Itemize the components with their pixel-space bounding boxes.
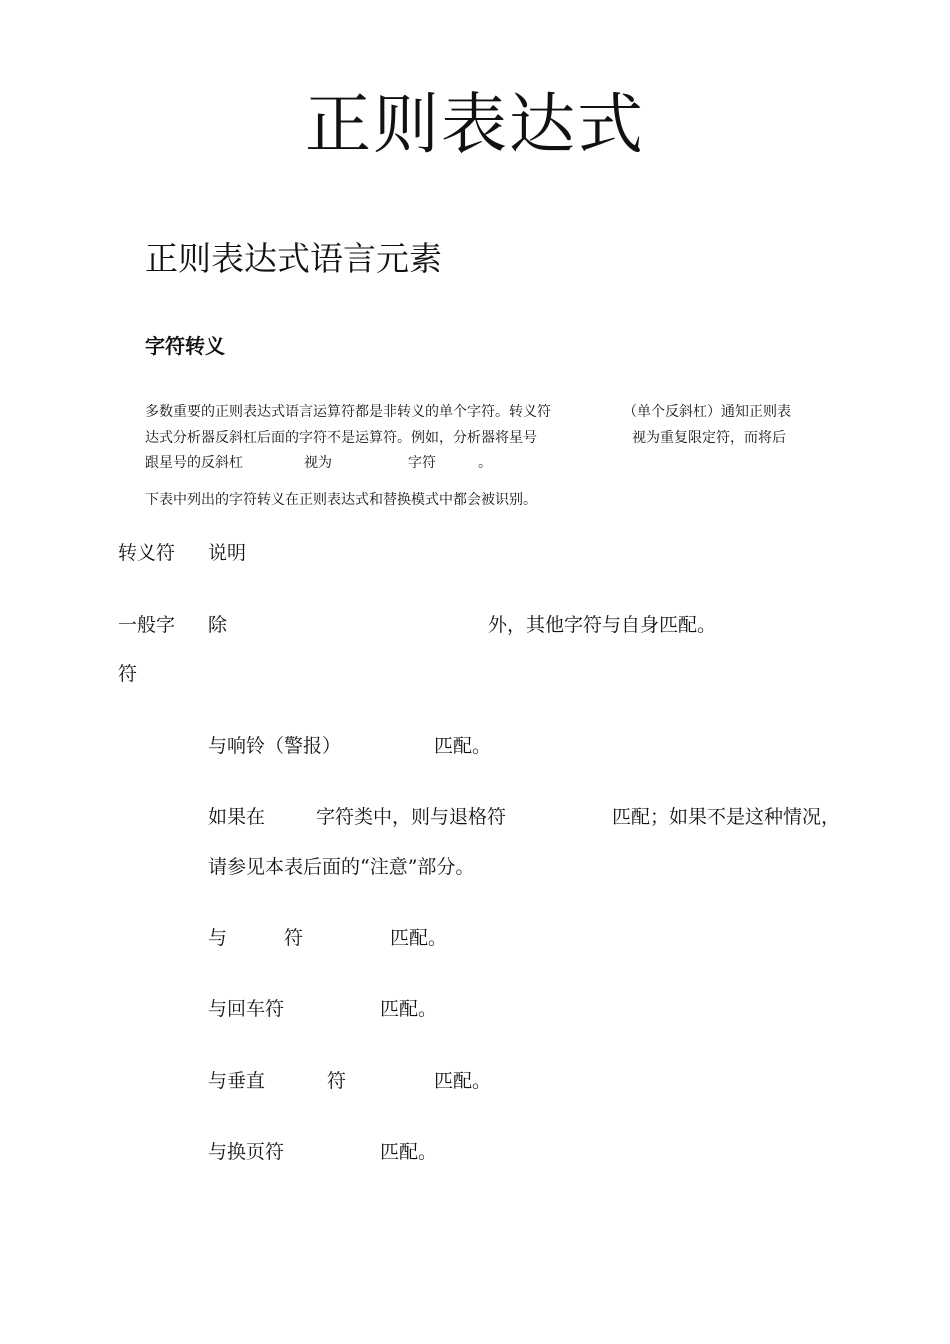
backspace-desc-b: 字符类中，则与退格符: [316, 806, 507, 828]
backspace-desc-a: 如果在: [208, 806, 266, 828]
intro-line-2a: 达式分析器反斜杠后面的字符不是运算符。例如，分析器将星号: [145, 430, 537, 446]
backspace-desc-c: 匹配；如果不是这种情况，: [612, 806, 841, 828]
general-char-label-1: 一般字: [118, 614, 176, 636]
general-char-label-2: 符: [118, 663, 138, 685]
general-char-desc-b: 外，其他字符与自身匹配。: [488, 614, 717, 636]
table-header-escape: 转义符: [118, 542, 176, 564]
vtab-desc-c: 匹配。: [434, 1070, 492, 1092]
intro-line-4: 下表中列出的字符转义在正则表达式和替换模式中都会被识别。: [145, 492, 537, 508]
bell-desc-a: 与响铃（警报）: [208, 735, 342, 757]
intro-line-3d: 。: [478, 455, 492, 471]
ff-desc-a: 与换页符: [208, 1141, 285, 1163]
cr-desc-b: 匹配。: [380, 998, 438, 1020]
tab-desc-a: 与: [208, 927, 228, 949]
tab-desc-c: 匹配。: [390, 927, 448, 949]
intro-line-1a: 多数重要的正则表达式语言运算符都是非转义的单个字符。转义符: [145, 404, 551, 420]
intro-line-2b: 视为重复限定符，而将后: [632, 430, 786, 446]
tab-desc-b: 符: [284, 927, 304, 949]
bell-desc-b: 匹配。: [434, 735, 492, 757]
section-heading: 正则表达式语言元素: [145, 239, 442, 278]
intro-line-1b: （单个反斜杠）通知正则表: [623, 404, 791, 420]
intro-line-3a: 跟星号的反斜杠: [145, 455, 243, 471]
cr-desc-a: 与回车符: [208, 998, 285, 1020]
table-header-description: 说明: [208, 542, 247, 564]
ff-desc-b: 匹配。: [380, 1141, 438, 1163]
intro-line-3c: 字符: [408, 455, 436, 471]
document-title: 正则表达式: [305, 86, 645, 163]
backspace-desc-d: 请参见本表后面的“注意”部分。: [208, 856, 475, 878]
vtab-desc-a: 与垂直: [208, 1070, 266, 1092]
vtab-desc-b: 符: [327, 1070, 347, 1092]
subsection-heading: 字符转义: [145, 334, 225, 358]
intro-line-3b: 视为: [304, 455, 332, 471]
general-char-desc-a: 除: [208, 614, 228, 636]
